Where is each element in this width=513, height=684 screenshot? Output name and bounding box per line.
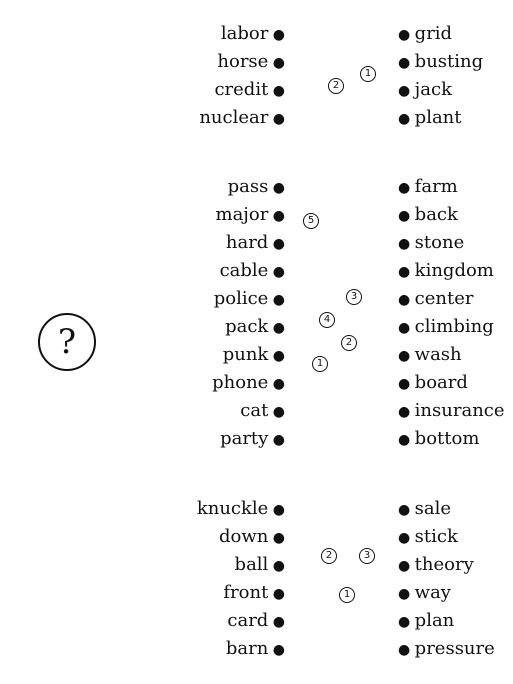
left-word (217, 48, 285, 77)
bullet-dot-icon: ● (398, 55, 415, 71)
right-word (398, 551, 474, 580)
right-word-label: sale (414, 498, 452, 519)
bullet-dot-icon: ● (398, 558, 415, 574)
right-word-label: grid (414, 23, 453, 44)
circled-number: 3 (346, 289, 362, 305)
right-word-label: way (414, 582, 451, 603)
left-word (220, 425, 285, 454)
bullet-dot-icon: ● (398, 208, 415, 224)
circled-number: 2 (341, 335, 357, 351)
bullet-dot-icon: ● (398, 586, 415, 602)
right-word-label: back (414, 204, 458, 225)
right-word-label: center (414, 288, 474, 309)
left-word (212, 369, 285, 398)
bullet-dot-icon: ● (398, 27, 415, 43)
left-word-label: ball (234, 554, 269, 575)
left-word (220, 257, 285, 286)
bullet-dot-icon: ● (398, 432, 415, 448)
right-word (398, 20, 452, 49)
right-word (398, 341, 462, 370)
left-word-label: pack (225, 316, 269, 337)
bullet-dot-icon: ● (398, 320, 415, 336)
right-word-label: theory (414, 554, 474, 575)
left-word-label: front (223, 582, 269, 603)
left-word-label: down (218, 526, 269, 547)
right-word (398, 579, 451, 608)
right-word-label: climbing (414, 316, 494, 337)
right-word (398, 607, 454, 636)
bullet-dot-icon: ● (398, 404, 415, 420)
bullet-dot-icon: ● (398, 376, 415, 392)
bullet-dot-icon: ● (398, 348, 415, 364)
right-word-label: plan (414, 610, 455, 631)
bullet-dot-icon: ● (398, 642, 415, 658)
bullet-dot-icon: ● (398, 292, 415, 308)
left-word-label: labor (220, 23, 269, 44)
right-word (398, 397, 505, 426)
bullet-dot-icon: ● (398, 530, 415, 546)
bullet-dot-icon: ● (398, 614, 415, 630)
left-word-label: credit (214, 79, 269, 100)
left-word-label: knuckle (196, 498, 269, 519)
bullet-dot-icon: ● (268, 264, 285, 280)
circled-number: 1 (360, 66, 376, 82)
left-word (228, 173, 285, 202)
circled-number: 2 (321, 548, 337, 564)
left-word (227, 607, 285, 636)
left-word (221, 20, 285, 49)
left-word-label: horse (217, 51, 269, 72)
circled-number: 2 (328, 78, 344, 94)
left-word (226, 635, 285, 664)
bullet-dot-icon: ● (268, 614, 285, 630)
right-word-label: kingdom (414, 260, 494, 281)
circled-number: 3 (359, 548, 375, 564)
bullet-dot-icon: ● (268, 642, 285, 658)
right-word (398, 104, 462, 133)
right-word (398, 369, 468, 398)
left-word-label: police (213, 288, 269, 309)
right-word (398, 257, 494, 286)
left-word (223, 341, 285, 370)
left-word-label: pass (227, 176, 269, 197)
circled-number: 1 (312, 356, 328, 372)
bullet-dot-icon: ● (268, 502, 285, 518)
left-word-label: cat (240, 400, 269, 421)
left-word-label: cable (219, 260, 269, 281)
bullet-dot-icon: ● (268, 27, 285, 43)
bullet-dot-icon: ● (398, 111, 415, 127)
left-word (214, 285, 285, 314)
circled-number: 5 (303, 213, 319, 229)
right-word (398, 229, 464, 258)
bullet-dot-icon: ● (268, 180, 285, 196)
right-word-label: bottom (414, 428, 480, 449)
right-word (398, 76, 452, 105)
left-word (219, 523, 285, 552)
bullet-dot-icon: ● (268, 83, 285, 99)
bullet-dot-icon: ● (398, 180, 415, 196)
bullet-dot-icon: ● (268, 558, 285, 574)
bullet-dot-icon: ● (268, 208, 285, 224)
right-word-label: jack (414, 79, 452, 100)
right-word (398, 425, 479, 454)
left-word-label: barn (225, 638, 269, 659)
question-glyph: ? (57, 322, 77, 362)
right-word (398, 495, 451, 524)
right-word-label: busting (414, 51, 484, 72)
bullet-dot-icon: ● (268, 320, 285, 336)
bullet-dot-icon: ● (268, 376, 285, 392)
right-word-label: insurance (414, 400, 505, 421)
right-word-label: wash (414, 344, 462, 365)
left-word-label: party (220, 428, 269, 449)
left-word (226, 229, 285, 258)
left-word-label: major (215, 204, 269, 225)
circled-number: 1 (339, 587, 355, 603)
right-word-label: pressure (414, 638, 495, 659)
right-word (398, 313, 494, 342)
left-word-label: punk (222, 344, 269, 365)
left-word (216, 201, 286, 230)
right-word (398, 635, 495, 664)
right-word (398, 48, 483, 77)
bullet-dot-icon: ● (398, 83, 415, 99)
right-word-label: plant (414, 107, 462, 128)
left-word (235, 551, 285, 580)
bullet-dot-icon: ● (268, 348, 285, 364)
right-word-label: stick (414, 526, 458, 547)
right-word (398, 201, 458, 230)
left-word-label: phone (212, 372, 269, 393)
bullet-dot-icon: ● (398, 502, 415, 518)
question-mark-icon (38, 313, 96, 371)
bullet-dot-icon: ● (268, 236, 285, 252)
left-word-label: hard (225, 232, 269, 253)
right-word-label: farm (414, 176, 458, 197)
circled-number: 4 (319, 312, 335, 328)
left-word (214, 76, 285, 105)
left-word-label: nuclear (199, 107, 269, 128)
bullet-dot-icon: ● (268, 111, 285, 127)
left-word-label: card (227, 610, 269, 631)
left-word (225, 313, 285, 342)
left-word (197, 495, 285, 524)
right-word (398, 523, 458, 552)
left-word (199, 104, 285, 133)
bullet-dot-icon: ● (268, 55, 285, 71)
left-word (223, 579, 285, 608)
bullet-dot-icon: ● (398, 236, 415, 252)
right-word-label: stone (414, 232, 465, 253)
bullet-dot-icon: ● (268, 530, 285, 546)
bullet-dot-icon: ● (268, 432, 285, 448)
right-word-label: board (414, 372, 468, 393)
bullet-dot-icon: ● (398, 264, 415, 280)
bullet-dot-icon: ● (268, 586, 285, 602)
left-word (240, 397, 285, 426)
bullet-dot-icon: ● (268, 404, 285, 420)
right-word (398, 285, 474, 314)
right-word (398, 173, 458, 202)
bullet-dot-icon: ● (268, 292, 285, 308)
